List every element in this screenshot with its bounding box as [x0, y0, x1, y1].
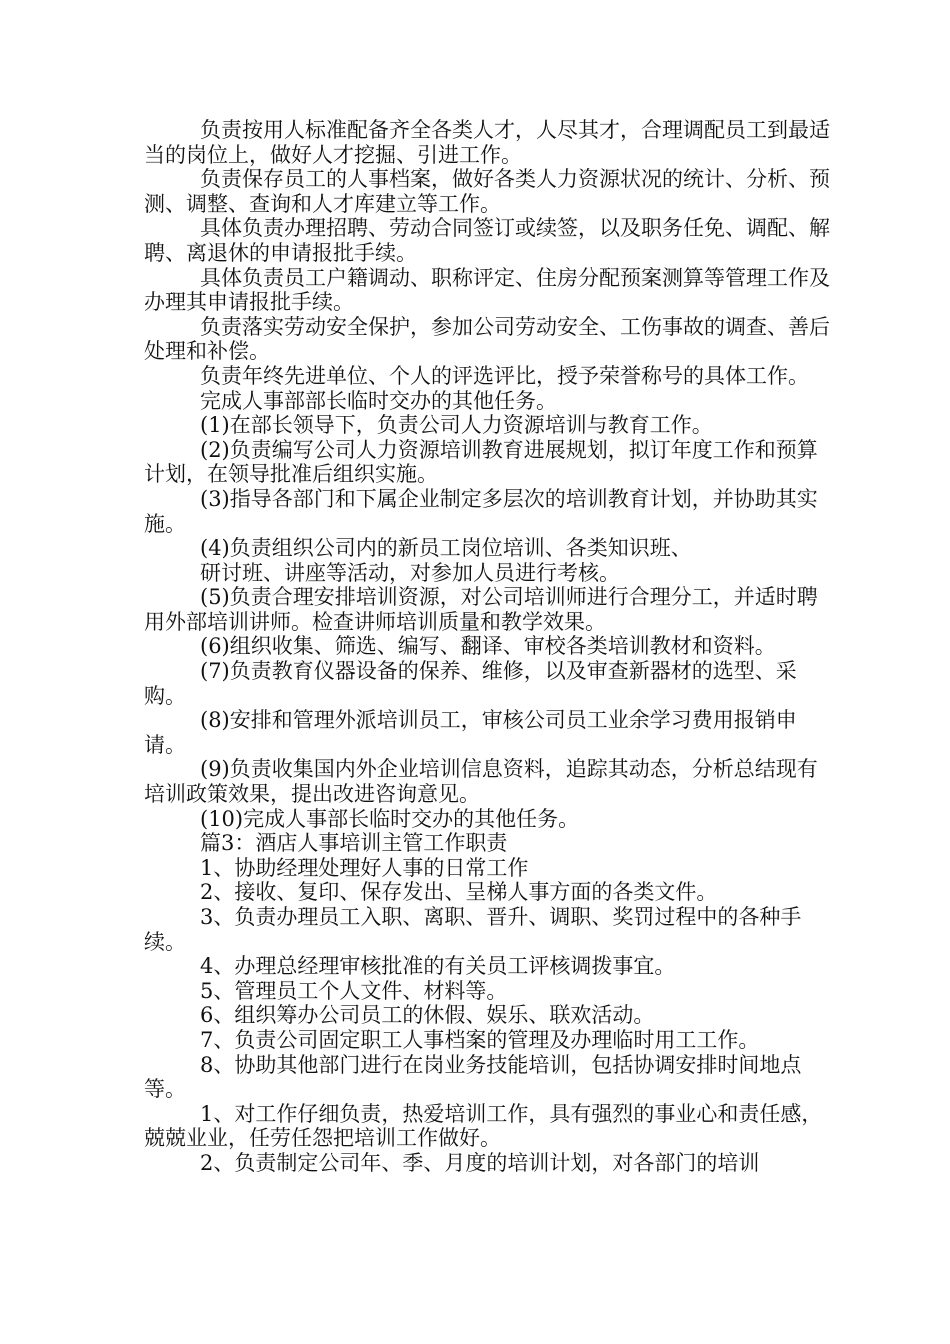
duty-item-2: 2、接收、复印、保存发出、呈梯人事方面的各类文件。 [200, 880, 718, 905]
paragraph-other-tasks: 完成人事部部长临时交办的其他任务。 [200, 388, 557, 413]
duty-item-7: 7、负责公司固定职工人事档案的管理及办理临时用工工作。 [200, 1027, 760, 1052]
duty-item-5: 5、管理员工个人文件、材料等。 [200, 978, 508, 1003]
duty-item-8: 8、协助其他部门进行在岗业务技能培训，包括协调安排时间地点等。 [144, 1052, 802, 1102]
list-item-6: (6)组织收集、筛选、编写、翻译、审校各类培训教材和资料。 [200, 634, 776, 659]
list-item-3: (3)指导各部门和下属企业制定多层次的培训教育计划，并协助其实施。 [144, 486, 818, 536]
list-item-4: (4)负责组织公司内的新员工岗位培训、各类知识班、 [200, 536, 692, 561]
list-item-1: (1)在部长领导下，负责公司人力资源培训与教育工作。 [200, 413, 713, 438]
paragraph-personnel-files: 负责保存员工的人事档案，做好各类人力资源状况的统计、分析、预测、调整、查询和人才库建立等工作。 [144, 167, 830, 216]
paragraph-household-transfer: 具体负责员工户籍调动、职称评定、住房分配预案测算等管理工作及办理其申请报批手续。 [144, 265, 830, 315]
requirement-item-1: 1、对工作仔细负责，热爱培训工作，具有强烈的事业心和责任感，兢兢业业，任劳任怨把培训工作做好。 [144, 1101, 823, 1151]
requirement-item-2: 2、负责制定公司年、季、月度的培训计划，对各部门的培训 [200, 1150, 760, 1175]
list-item-10: (10)完成人事部长临时交办的其他任务。 [200, 806, 580, 831]
paragraph-recruitment-contracts: 具体负责办理招聘、劳动合同签订或续签，以及职务任免、调配、解聘、离退休的申请报批手续。 [144, 216, 830, 265]
list-item-8: (8)安排和管理外派培训员工，审核公司员工业余学习费用报销申请。 [144, 708, 797, 757]
paragraph-labor-safety: 负责落实劳动安全保护，参加公司劳动安全、工伤事故的调查、善后处理和补偿。 [144, 314, 830, 364]
duty-item-6: 6、组织筹办公司员工的休假、娱乐、联欢活动。 [200, 1003, 655, 1028]
list-item-9: (9)负责收集国内外企业培训信息资料，追踪其动态，分析总结现有培训政策效果，提出改进咨询意见。 [144, 757, 818, 807]
paragraph-talent-allocation: 负责按用人标准配备齐全各类人才，人尽其才，合理调配员工到最适当的岗位上，做好人才挖掘、引进工作。 [144, 118, 830, 167]
paragraph-annual-awards: 负责年终先进单位、个人的评选评比，授予荣誉称号的具体工作。 [200, 363, 809, 388]
list-item-2: (2)负责编写公司人力资源培训教育进展规划，拟订年度工作和预算计划，在领导批准后组织实施。 [144, 437, 818, 487]
document-body [144, 118, 834, 1176]
duty-item-3: 3、负责办理员工入职、离职、晋升、调职、奖罚过程中的各种手续。 [144, 905, 802, 954]
duty-item-4: 4、办理总经理审核批准的有关员工评核调拨事宜。 [200, 954, 676, 979]
list-item-5: (5)负责合理安排培训资源，对公司培训师进行合理分工，并适时聘用外部培训讲师。检查讲师培训质量和教学效果。 [144, 585, 818, 634]
duty-item-1: 1、协助经理处理好人事的日常工作 [200, 855, 529, 880]
list-item-4-continued: 研讨班、讲座等活动，对参加人员进行考核。 [200, 560, 620, 585]
section-heading: 篇3：酒店人事培训主管工作职责 [200, 831, 508, 856]
list-item-7: (7)负责教育仪器设备的保养、维修，以及审查新器材的选型、采购。 [144, 659, 797, 708]
